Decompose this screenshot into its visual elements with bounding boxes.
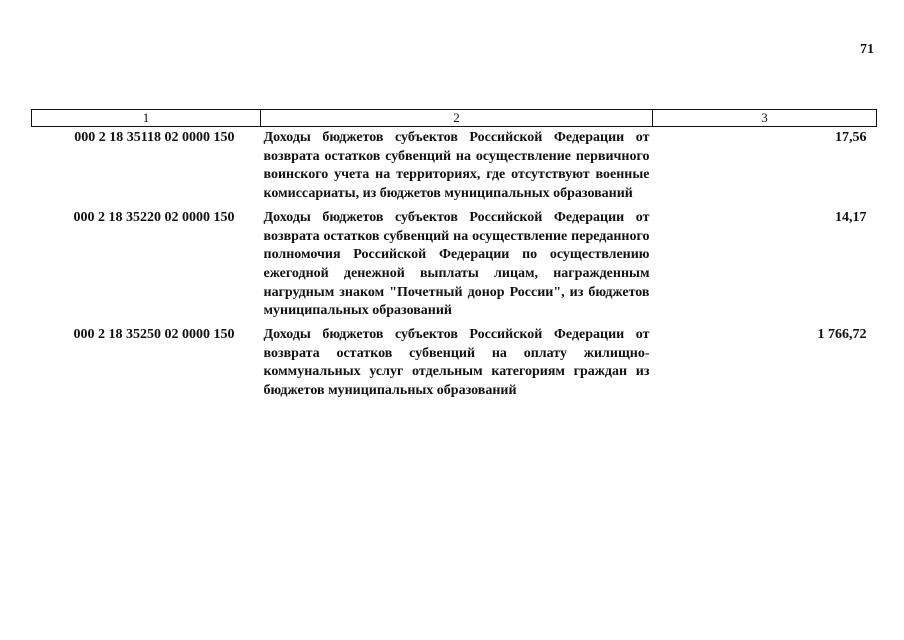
- header-col-3: 3: [653, 110, 877, 127]
- page-number: 71: [860, 42, 874, 57]
- table-row: [32, 207, 877, 324]
- amount-value: 17,56: [835, 130, 867, 145]
- budget-code: 000 2 18 35220 02 0000 150: [73, 209, 235, 225]
- revenue-table: [31, 109, 877, 404]
- table-row: [32, 127, 877, 207]
- amount-value: 1 766,72: [817, 327, 867, 343]
- budget-code: 000 2 18 35118 02 0000 150: [74, 130, 235, 145]
- header-col-1: 1: [32, 110, 261, 127]
- revenue-description: Доходы бюджетов субъектов Российской Федерации от возврата остатков субвенций на оплату жилищно-коммунальных услуг отдельным категориям граждан из бюджетов муниципальных образований: [263, 327, 650, 399]
- budget-code: 000 2 18 35250 02 0000 150: [73, 327, 235, 343]
- amount-value: 14,17: [835, 209, 867, 225]
- table-body: [32, 127, 877, 404]
- header-col-2: 2: [261, 110, 653, 127]
- table-header: [32, 110, 877, 127]
- table-row: [32, 324, 877, 404]
- revenue-description: Доходы бюджетов субъектов Российской Федерации от возврата остатков субвенций на осуществление переданного полномочия Российской Федерации по осуществлению ежегодной денежной выплаты лицам, награжденным нагрудным знаком "Почетный донор России", из бюджетов муниципальных образований: [263, 209, 650, 319]
- revenue-table-container: [31, 109, 876, 404]
- revenue-description: Доходы бюджетов субъектов Российской Федерации от возврата остатков субвенций на осуществление первичного воинского учета на территориях, где отсутствуют военные комиссариаты, из бюджетов муниципальных образований: [263, 130, 650, 202]
- header-row: [32, 110, 877, 127]
